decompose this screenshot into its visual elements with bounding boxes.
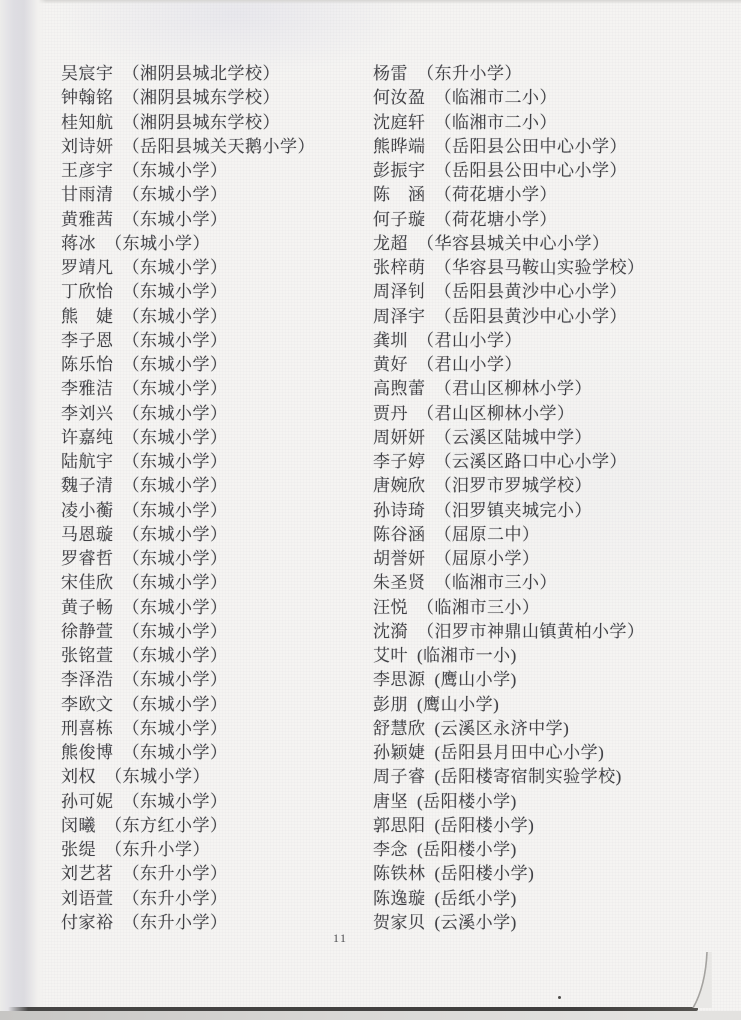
student-name: 周妍妍 xyxy=(373,427,426,447)
student-school: （岳阳县公田中心小学） xyxy=(434,161,627,180)
student-school: （东城小学） xyxy=(122,573,228,593)
roster-entry xyxy=(61,668,315,692)
roster-entry xyxy=(373,911,645,935)
scan-speck-dot xyxy=(558,996,561,999)
roster-entry xyxy=(373,135,645,159)
student-school: (岳阳楼小学) xyxy=(434,864,535,884)
student-name: 宋佳欣 xyxy=(61,573,114,593)
student-school: （云溪区陆城中学） xyxy=(434,427,592,447)
student-school: （东城小学） xyxy=(122,646,228,665)
student-school: （东城小学） xyxy=(122,549,228,568)
roster-entry xyxy=(373,838,645,862)
student-name: 朱圣贤 xyxy=(373,573,426,593)
roster-entry xyxy=(373,329,645,353)
student-name: 李泽浩 xyxy=(61,670,114,690)
roster-entry xyxy=(61,547,315,571)
roster-entry xyxy=(61,790,315,814)
student-school: （东城小学） xyxy=(122,161,228,180)
student-name: 熊 婕 xyxy=(61,306,114,326)
student-school: （君山小学） xyxy=(417,355,522,374)
student-name: 龙超 xyxy=(373,233,408,253)
student-school: (岳阳楼小学) xyxy=(434,815,535,835)
student-school: (岳阳楼小学) xyxy=(417,791,517,811)
student-school: (云溪区永济中学) xyxy=(434,718,570,738)
roster-entry xyxy=(61,183,315,207)
roster-entry xyxy=(61,523,315,547)
student-name: 李欧文 xyxy=(61,694,114,714)
student-school: （汨罗市罗城学校） xyxy=(434,476,592,496)
student-school: （君山小学） xyxy=(417,330,522,350)
student-name: 何汝盈 xyxy=(373,88,426,108)
student-name: 许嘉纯 xyxy=(61,427,114,447)
student-name: 闵曦 xyxy=(61,815,96,835)
student-name: 李刘兴 xyxy=(61,403,114,423)
roster-entry xyxy=(373,693,645,717)
student-school: （岳阳县黄沙中心小学） xyxy=(434,282,627,302)
student-name: 甘雨清 xyxy=(61,185,114,205)
roster-entry xyxy=(373,208,645,232)
roster-entry xyxy=(373,111,645,135)
student-name: 付家裕 xyxy=(61,912,114,932)
student-school: （东城小学） xyxy=(105,767,210,787)
roster-entry xyxy=(373,474,645,498)
roster-column-left xyxy=(61,62,315,935)
roster-entry xyxy=(61,499,315,523)
student-school: （东城小学） xyxy=(122,597,228,617)
roster-entry xyxy=(373,232,645,256)
student-name: 黄子畅 xyxy=(61,597,114,617)
roster-entry xyxy=(61,474,315,498)
student-school: (岳阳县月田中心小学) xyxy=(434,743,605,762)
roster-entry xyxy=(373,353,645,377)
student-name: 孙可妮 xyxy=(61,791,114,811)
student-name: 周泽宇 xyxy=(373,306,426,326)
student-name: 彭振宇 xyxy=(373,161,426,180)
roster-entry xyxy=(373,571,645,595)
student-name: 贺家贝 xyxy=(373,912,426,932)
roster-entry xyxy=(373,814,645,838)
student-name: 熊晔端 xyxy=(373,136,426,156)
roster-entry xyxy=(373,862,645,886)
roster-entry xyxy=(61,838,315,862)
roster-entry xyxy=(373,402,645,426)
student-name: 徐静萱 xyxy=(61,621,114,641)
student-name: 龚圳 xyxy=(373,330,408,350)
student-school: （东升小学） xyxy=(417,64,522,83)
student-name: 钟翰铭 xyxy=(61,88,114,108)
roster-entry xyxy=(61,402,315,426)
roster-entry xyxy=(61,814,315,838)
roster-entry xyxy=(61,765,315,789)
student-name: 李子恩 xyxy=(61,330,114,350)
student-name: 胡誉妍 xyxy=(373,549,426,568)
roster-entry xyxy=(61,329,315,353)
student-school: （东城小学） xyxy=(122,524,228,544)
student-school: （东城小学） xyxy=(122,355,228,374)
student-school: （临湘市二小） xyxy=(434,112,557,132)
student-name: 吴宸宇 xyxy=(61,64,114,83)
roster-entry xyxy=(61,644,315,668)
roster-entry xyxy=(373,86,645,110)
student-school: (鹰山小学) xyxy=(434,670,517,690)
student-school: （东城小学） xyxy=(122,694,228,714)
student-name: 杨雷 xyxy=(373,64,408,83)
roster-entry xyxy=(373,547,645,571)
student-name: 李雅洁 xyxy=(61,379,114,399)
roster-entry xyxy=(373,426,645,450)
roster-entry xyxy=(61,159,315,183)
student-name: 李念 xyxy=(373,840,408,859)
student-school: （东城小学） xyxy=(122,621,228,641)
student-school: （岳阳县黄沙中心小学） xyxy=(434,306,627,326)
student-name: 唐坚 xyxy=(373,791,408,811)
student-name: 郭思阳 xyxy=(373,815,426,835)
student-school: （东升小学） xyxy=(122,888,228,908)
student-school: （临湘市三小） xyxy=(434,573,557,593)
student-school: （汨罗市神鼎山镇黄柏小学） xyxy=(417,621,645,641)
student-name: 李思源 xyxy=(373,670,426,690)
student-name: 桂知航 xyxy=(61,112,114,132)
student-school: （荷花塘小学） xyxy=(434,185,557,205)
student-school: （岳阳县城关天鹅小学） xyxy=(122,136,315,156)
student-school: （东城小学） xyxy=(122,427,228,447)
student-name: 马恩璇 xyxy=(61,524,114,544)
student-name: 孙颖婕 xyxy=(373,743,426,762)
student-name: 刘语萱 xyxy=(61,888,114,908)
student-name: 艾叶 xyxy=(373,646,408,665)
roster-entry xyxy=(61,717,315,741)
student-school: （东城小学） xyxy=(122,670,228,690)
page-number: 11 xyxy=(333,931,348,945)
roster-entry xyxy=(61,208,315,232)
student-name: 高煦蕾 xyxy=(373,379,426,399)
student-school: （东城小学） xyxy=(122,306,228,326)
student-name: 刑喜栋 xyxy=(61,718,114,738)
roster-entry xyxy=(61,135,315,159)
roster-entry xyxy=(61,862,315,886)
roster-entry xyxy=(61,596,315,620)
student-school: (临湘市一小) xyxy=(417,646,517,665)
roster-column-right xyxy=(373,62,645,935)
student-name: 张缇 xyxy=(61,840,96,859)
roster-entry xyxy=(373,620,645,644)
student-school: (岳阳楼寄宿制实验学校) xyxy=(434,767,622,787)
student-school: （东城小学） xyxy=(122,452,228,471)
student-name: 周泽钊 xyxy=(373,282,426,302)
roster-entry xyxy=(61,450,315,474)
student-school: （东城小学） xyxy=(122,185,228,205)
roster-entry xyxy=(373,256,645,280)
student-school: （东城小学） xyxy=(122,403,228,423)
roster-entry xyxy=(61,741,315,765)
student-school: （东城小学） xyxy=(122,379,228,399)
student-school: （汨罗镇夹城完小） xyxy=(434,500,592,520)
student-name: 丁欣怡 xyxy=(61,282,114,302)
student-school: （荷花塘小学） xyxy=(434,209,557,229)
roster-entry xyxy=(61,693,315,717)
student-school: （华容县马鞍山实验学校） xyxy=(434,258,645,277)
student-name: 沈庭轩 xyxy=(373,112,426,132)
roster-entry xyxy=(61,911,315,935)
student-name: 陈谷涵 xyxy=(373,524,426,544)
student-name: 彭朋 xyxy=(373,694,408,714)
student-name: 凌小蘅 xyxy=(61,500,114,520)
student-name: 刘诗妍 xyxy=(61,136,114,156)
student-school: （东城小学） xyxy=(122,743,228,762)
student-school: （东城小学） xyxy=(122,791,228,811)
student-name: 熊俊博 xyxy=(61,743,114,762)
roster-entry xyxy=(61,887,315,911)
roster-entry xyxy=(373,644,645,668)
student-name: 陈逸璇 xyxy=(373,888,426,908)
roster-entry xyxy=(373,790,645,814)
roster-entry xyxy=(373,499,645,523)
roster-entry xyxy=(373,668,645,692)
student-school: （华容县城关中心小学） xyxy=(417,233,610,253)
student-name: 黄好 xyxy=(373,355,408,374)
student-school: （东城小学） xyxy=(122,718,228,738)
student-school: （湘阴县城东学校） xyxy=(122,112,280,132)
roster-entry xyxy=(61,353,315,377)
student-name: 孙诗琦 xyxy=(373,500,426,520)
student-school: （东城小学） xyxy=(105,233,210,253)
page-corner-curl-icon xyxy=(690,952,712,1008)
student-school: (岳纸小学) xyxy=(434,888,517,908)
student-name: 何子璇 xyxy=(373,209,426,229)
student-school: （临湘市三小） xyxy=(417,597,540,617)
student-name: 陈乐怡 xyxy=(61,355,114,374)
student-school: （屈原小学） xyxy=(434,549,540,568)
roster-entry xyxy=(373,596,645,620)
student-school: （岳阳县公田中心小学） xyxy=(434,136,627,156)
roster-entry xyxy=(61,305,315,329)
student-school: （东城小学） xyxy=(122,500,228,520)
student-name: 刘艺茗 xyxy=(61,864,114,884)
student-school: （湘阴县城北学校） xyxy=(122,64,280,83)
roster-entry xyxy=(373,523,645,547)
roster-entry xyxy=(373,741,645,765)
roster-entry xyxy=(61,620,315,644)
student-school: （云溪区路口中心小学） xyxy=(434,452,627,471)
student-name: 张铭萱 xyxy=(61,646,114,665)
student-school: （屈原二中） xyxy=(434,524,540,544)
student-name: 贾丹 xyxy=(373,403,408,423)
student-name: 蒋冰 xyxy=(61,233,96,253)
student-school: （东城小学） xyxy=(122,330,228,350)
student-school: (岳阳楼小学) xyxy=(417,840,517,859)
roster-entry xyxy=(61,256,315,280)
student-school: （湘阴县城东学校） xyxy=(122,88,280,108)
roster-entry xyxy=(373,159,645,183)
roster-entry xyxy=(373,450,645,474)
student-name: 汪悦 xyxy=(373,597,408,617)
student-school: （东城小学） xyxy=(122,282,228,302)
student-name: 周子睿 xyxy=(373,767,426,787)
student-name: 魏子清 xyxy=(61,476,114,496)
student-school: （东城小学） xyxy=(122,258,228,277)
student-name: 李子婷 xyxy=(373,452,426,471)
roster-entry xyxy=(61,571,315,595)
student-school: （临湘市二小） xyxy=(434,88,557,108)
scanner-top-band xyxy=(0,0,741,4)
roster-entry xyxy=(61,62,315,86)
student-school: （东城小学） xyxy=(122,476,228,496)
roster-entry xyxy=(61,377,315,401)
student-name: 陈铁林 xyxy=(373,864,426,884)
roster-entry xyxy=(373,62,645,86)
student-name: 沈漪 xyxy=(373,621,408,641)
student-school: （东方红小学） xyxy=(105,815,228,835)
student-name: 舒慧欣 xyxy=(373,718,426,738)
roster-entry xyxy=(61,111,315,135)
student-name: 刘权 xyxy=(61,767,96,787)
page-spine-shadow xyxy=(0,0,46,1012)
roster-entry xyxy=(61,86,315,110)
roster-entry xyxy=(373,765,645,789)
student-school: (鹰山小学) xyxy=(417,694,500,714)
page-bottom-edge xyxy=(8,1007,698,1011)
scanner-bottom-band xyxy=(0,1011,741,1020)
roster-entry xyxy=(373,717,645,741)
student-school: (云溪小学) xyxy=(434,912,517,932)
student-school: （东升小学） xyxy=(105,840,210,859)
student-name: 陆航宇 xyxy=(61,452,114,471)
roster-entry xyxy=(61,280,315,304)
student-name: 罗靖凡 xyxy=(61,258,114,277)
roster-entry xyxy=(373,183,645,207)
student-school: （东升小学） xyxy=(122,864,228,884)
roster-entry xyxy=(373,887,645,911)
student-name: 黄雅茜 xyxy=(61,209,114,229)
student-name: 罗睿哲 xyxy=(61,549,114,568)
roster-entry xyxy=(373,305,645,329)
student-school: （东升小学） xyxy=(122,912,228,932)
student-name: 王彦宇 xyxy=(61,161,114,180)
student-name: 唐婉欣 xyxy=(373,476,426,496)
student-name: 张梓萌 xyxy=(373,258,426,277)
roster-entry xyxy=(61,426,315,450)
student-school: （君山区柳林小学） xyxy=(417,403,575,423)
roster-entry xyxy=(373,280,645,304)
student-school: （东城小学） xyxy=(122,209,228,229)
roster-entry xyxy=(373,377,645,401)
roster-entry xyxy=(61,232,315,256)
student-school: （君山区柳林小学） xyxy=(434,379,592,399)
student-name: 陈 涵 xyxy=(373,185,426,205)
